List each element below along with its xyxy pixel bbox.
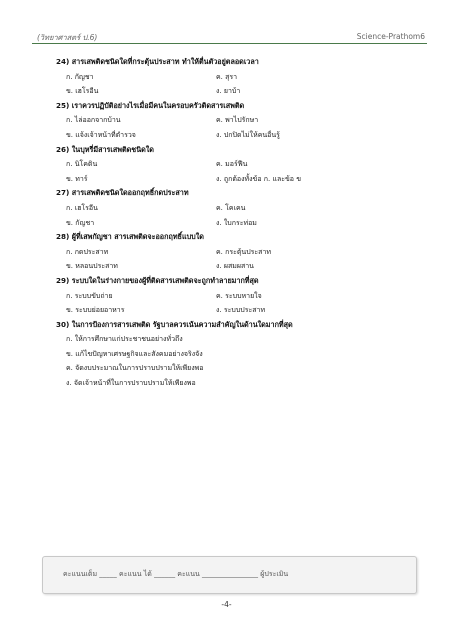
question-24: 24) สารเสพติดชนิดใดที่กระตุ้นประสาท ทำให้ตื่นตัวอยู่ตลอดเวลา	[56, 57, 259, 66]
options-row	[56, 172, 416, 187]
option-c[interactable]: ค. มอร์ฟีน	[216, 160, 248, 169]
options-row	[56, 361, 416, 376]
question-29: 29) ระบบใดในร่างกายของผู้ที่ติดสารเสพติดจะถูกทำลายมากที่สุด	[56, 275, 259, 285]
score-box	[42, 556, 417, 594]
options-row	[56, 245, 416, 260]
option-a[interactable]: ก. เฮโรอีน	[66, 203, 98, 212]
option-b[interactable]: ข. กัญชา	[66, 218, 95, 227]
option-b[interactable]: ข. แก้ไขปัญหาเศรษฐกิจและสังคมอย่างจริงจัง	[66, 349, 203, 358]
question-28: 28) ผู้ที่เสพกัญชา สารเสพติดจะออกฤทธิ์แบบใด	[56, 232, 204, 242]
question-26: 26) ในบุหรี่มีสารเสพติดชนิดใด	[56, 144, 154, 154]
option-c[interactable]: ค. สุรา	[216, 72, 238, 81]
score-line: คะแนนเต็ม _____ คะแนน ได้ ______ คะแนน ________________ ผู้ประเมิน	[63, 570, 289, 578]
option-a[interactable]: ก. ไล่ออกจากบ้าน	[66, 116, 121, 125]
page-number: -4-	[221, 600, 232, 609]
options-row	[56, 84, 416, 99]
options-row	[56, 128, 416, 143]
option-d[interactable]: ง. จัดเจ้าหน้าที่ในการปราบปรามให้เพียงพอ	[66, 379, 196, 388]
option-c[interactable]: ค. โคเคน	[216, 203, 246, 212]
option-c[interactable]: ค. พาไปรักษา	[216, 116, 259, 125]
option-d[interactable]: ง. ระบบประสาท	[216, 306, 266, 315]
option-b[interactable]: ข. หลอนประสาท	[66, 262, 118, 271]
question-list	[56, 55, 416, 391]
option-c[interactable]: ค. จัดงบประมาณในการปราบปรามให้เพียงพอ	[66, 364, 204, 373]
option-b[interactable]: ข. ทาร์	[66, 174, 88, 183]
question-27: 27) สารเสพติดชนิดใดออกฤทธิ์กดประสาท	[56, 188, 189, 198]
header-course-code: Science-Prathom6	[356, 32, 425, 41]
options-row	[56, 347, 416, 362]
option-a[interactable]: ก. กัญชา	[66, 72, 94, 81]
question-30: 30) ในการป้องการสารเสพติด รัฐบาลควรเน้นความสำคัญในด้านใดมากที่สุด	[56, 319, 293, 329]
option-a[interactable]: ก. ระบบขับถ่าย	[66, 291, 113, 300]
options-row	[56, 289, 416, 304]
option-a[interactable]: ก. ให้การศึกษาแก่ประชาชนอย่างทั่วถึง	[66, 335, 183, 344]
option-c[interactable]: ค. กระตุ้นประสาท	[216, 247, 272, 256]
option-d[interactable]: ง. ผสมผสาน	[216, 262, 254, 271]
header-subject: (วิทยาศาสตร์ ป.6)	[37, 33, 98, 42]
options-row	[56, 332, 416, 347]
options-row	[56, 303, 416, 318]
options-row	[56, 157, 416, 172]
option-d[interactable]: ง. ยาบ้า	[216, 87, 241, 96]
header-divider	[32, 43, 427, 44]
option-a[interactable]: ก. นิโคติน	[66, 160, 98, 169]
options-row	[56, 259, 416, 274]
options-row	[56, 113, 416, 128]
options-row	[56, 216, 416, 231]
option-d[interactable]: ง. ถูกต้องทั้งข้อ ก. และข้อ ข	[216, 174, 302, 183]
option-b[interactable]: ข. แจ้งเจ้าหน้าที่ตำรวจ	[66, 130, 136, 139]
option-a[interactable]: ก. กดประสาท	[66, 247, 109, 256]
question-25: 25) เราควรปฏิบัติอย่างไรเมื่อมีคนในครอบครัวติดสารเสพติด	[56, 100, 245, 110]
options-row	[56, 376, 416, 391]
options-row	[56, 70, 416, 85]
option-c[interactable]: ค. ระบบหายใจ	[216, 291, 262, 300]
option-d[interactable]: ง. ใบกระท่อม	[216, 218, 257, 227]
option-d[interactable]: ง. ปกปิดไม่ให้คนอื่นรู้	[216, 130, 280, 139]
option-b[interactable]: ข. เฮโรอีน	[66, 87, 99, 96]
options-row	[56, 201, 416, 216]
option-b[interactable]: ข. ระบบย่อยอาหาร	[66, 306, 125, 315]
